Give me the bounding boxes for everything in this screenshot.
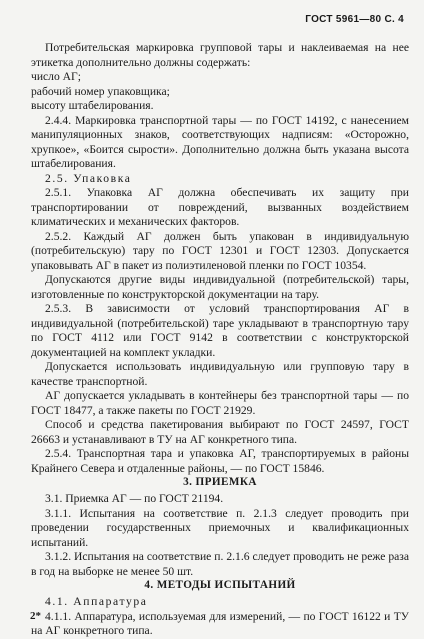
paragraph-3-1-2: 3.1.2. Испытания на соответствие п. 2.1.6 следует проводить не реже раза в год на выборке не менее 50 шт. — [31, 550, 409, 578]
paragraph-2-5-2: 2.5.2. Каждый АГ должен быть упакован в индивидуальную (потребительскую) тару по ГОСТ 12301 и ГОСТ 12303. Допускается упаковывать АГ в пакет из полиэтиленовой пленки по ГОСТ 10354. — [31, 229, 409, 272]
paragraph-group-packaging: Допускается использовать индивидуальную или групповую тару в качестве транспортной. — [31, 360, 409, 388]
paragraph-packeting: Способ и средства пакетирования выбирают по ГОСТ 24597, ГОСТ 26663 и устанавливают в ТУ на АГ конкретного типа. — [31, 418, 409, 446]
section-3-heading: 3. ПРИЕМКА — [183, 476, 257, 488]
list-item-packer-number: рабочий номер упаковщика; — [31, 84, 170, 98]
section-4-1-heading: 4.1. Аппаратура — [45, 595, 148, 608]
paragraph-3-1: 3.1. Приемка АГ — по ГОСТ 21194. — [45, 492, 224, 505]
paragraph-marking-consumer: Потребительская маркировка групповой тары и наклеиваемая на нее этикетка дополнительно должны содержать: — [31, 41, 409, 69]
section-2-5-heading: 2.5. Упаковка — [45, 171, 132, 185]
document-body — [31, 41, 409, 639]
paragraph-2-5-4: 2.5.4. Транспортная тара и упаковка АГ, транспортируемых в районы Крайнего Севера и отдаленные районы, — по ГОСТ 15846. — [31, 447, 409, 475]
list-item-count: число АГ; — [31, 70, 81, 83]
paragraph-4-1-1: 4.1.1. Аппаратура, используемая для измерений, — по ГОСТ 16122 и ТУ на АГ конкретного типа. — [31, 609, 409, 637]
paragraph-containers: АГ допускается укладывать в контейнеры без транспортной тары — по ГОСТ 18477, а также пакеты по ГОСТ 21929. — [31, 389, 409, 417]
paragraph-2-5-3: 2.5.3. В зависимости от условий транспортирования АГ в индивидуальной (потребительской) таре укладывают в транспортную тару по ГОСТ 4112 или ГОСТ 9142 в соответствии с конструкторской документацией на комплект укладки. — [31, 302, 409, 359]
paragraph-3-1-1: 3.1.1. Испытания на соответствие п. 2.1.3 следует проводить при проведении государственных приемочных и квалификационных испытаний. — [31, 506, 409, 549]
list-item-stack-height: высоту штабелирования. — [31, 99, 154, 112]
paragraph-2-4-4: 2.4.4. Маркировка транспортной тары — по ГОСТ 14192, с нанесением манипуляционных знаков, соответствующих надписям: «Осторожно, хрупкое», «Боится сырости». Дополнительно должна быть указана высота штабелирования. — [31, 113, 409, 170]
page-footer-mark: 2* — [30, 610, 41, 622]
section-4-heading: 4. МЕТОДЫ ИСПЫТАНИЙ — [144, 579, 296, 591]
paragraph-2-5-1: 2.5.1. Упаковка АГ должна обеспечивать их защиту при транспортировании от повреждений, вызванных воздействием климатических и механических факторов. — [31, 186, 409, 228]
page-header: ГОСТ 5961—80 С. 4 — [305, 14, 404, 25]
paragraph-other-packaging: Допускаются другие виды индивидуальной (потребительской) тары, изготовленные по конструкторской документации на тару. — [31, 273, 409, 301]
